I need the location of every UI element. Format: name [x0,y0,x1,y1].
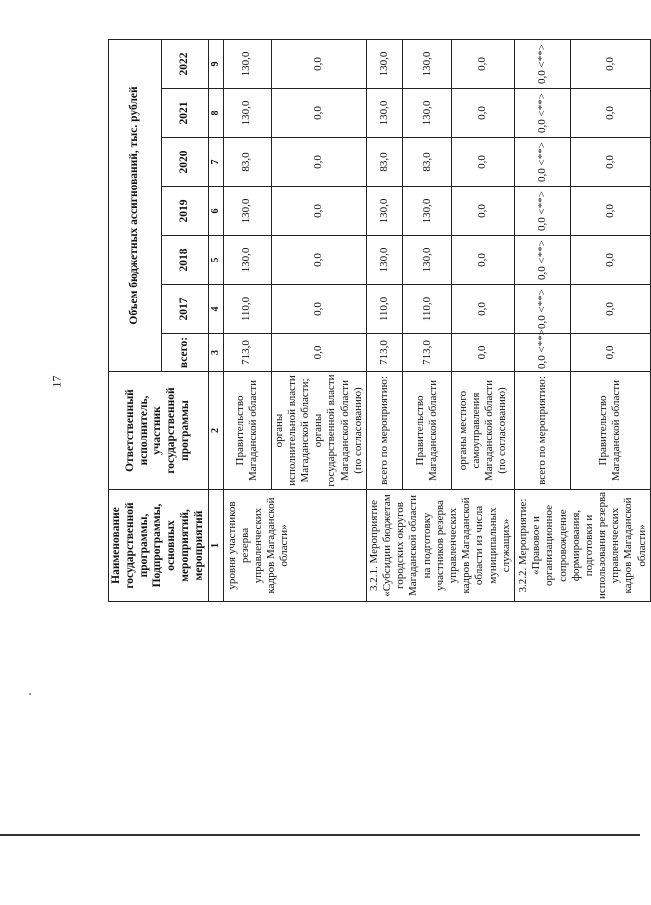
measure-name: 3.2.2. Мероприятие: «Правовое и организационное сопровождение формирования, подготовки и использования резерва управленческих кадров Магаданской области» [514,490,650,602]
value-total: 0,0 [271,334,366,372]
value-2021: 0,0 [271,89,366,138]
value-total: 0,0 [452,334,515,372]
value-2019: 0,0 [271,187,366,236]
budget-table [108,39,651,602]
value-2019: 130,0 [223,187,271,236]
index-cell: 4 [208,285,223,334]
value-total: 0,0 [570,334,650,372]
value-2017: 0,0 [570,285,650,334]
index-cell: 2 [208,372,223,490]
value-total: 713,0 [366,334,403,372]
measure-name: уровня участников резерва управленческих кадров Магаданской области» [223,490,366,602]
value-2018: 130,0 [403,236,452,285]
header-name: Наименование государственной программы, Подпрограммы, основных мероприятий, мероприятий [109,490,209,602]
value-2022: 130,0 [403,40,452,89]
value-2018: 0,0 [570,236,650,285]
executor-cell: всего по мероприятию: [366,372,403,490]
scan-speck [29,693,31,695]
value-2022: 0,0 [452,40,515,89]
header-budget: Объем бюджетных ассигнований, тыс. рублей [109,40,162,372]
value-2019: 130,0 [366,187,403,236]
index-cell: 7 [208,138,223,187]
value-2021: 130,0 [223,89,271,138]
value-2017: 0,0 [452,285,515,334]
value-2020: 0,0 [271,138,366,187]
index-cell: 3 [208,334,223,372]
header-year-2020: 2020 [162,138,208,187]
value-2017: 110,0 [223,285,271,334]
measure-name: 3.2.1. Мероприятие «Субсидии бюджетам городских округов Магаданской области на подготовку участников резерва управленческих кадров Магаданской области из числа муниципальных служащих» [366,490,514,602]
executor-cell: органы местного самоуправления Магаданской области (по согласованию) [452,372,515,490]
table-row [366,40,403,602]
index-cell: 9 [208,40,223,89]
value-2020: 0,0 <**> [514,138,570,187]
value-2021: 0,0 <**> [514,89,570,138]
value-2019: 0,0 [570,187,650,236]
executor-cell: Правительство Магаданской области [403,372,452,490]
value-2021: 0,0 [452,89,515,138]
value-2022: 130,0 [223,40,271,89]
index-cell: 8 [208,89,223,138]
index-cell: 1 [208,490,223,602]
header-executor: Ответственный исполнитель, участник государственной программы [109,372,209,490]
executor-cell: Правительство Магаданской области [223,372,271,490]
header-year-2017: 2017 [162,285,208,334]
value-2022: 130,0 [366,40,403,89]
value-2020: 0,0 [452,138,515,187]
value-total: 713,0 [223,334,271,372]
index-cell: 5 [208,236,223,285]
header-year-2019: 2019 [162,187,208,236]
value-2021: 130,0 [403,89,452,138]
header-year-2022: 2022 [162,40,208,89]
value-2022: 0,0 [271,40,366,89]
value-2017: 110,0 [366,285,403,334]
table-row [223,40,271,602]
value-2021: 130,0 [366,89,403,138]
value-2017: 0,0 [271,285,366,334]
value-2018: 0,0 [452,236,515,285]
value-2019: 0,0 [452,187,515,236]
value-total: 0,0 <**> [514,334,570,372]
executor-cell: всего по мероприятию: [514,372,570,490]
header-year-2018: 2018 [162,236,208,285]
value-2019: 0,0 <**> [514,187,570,236]
value-2017: 110,0 [403,285,452,334]
value-2018: 0,0 [271,236,366,285]
rotated-table-frame [108,40,648,602]
page-number: 17 [49,375,64,388]
value-2018: 130,0 [366,236,403,285]
value-2020: 83,0 [366,138,403,187]
value-2018: 0,0 <**> [514,236,570,285]
column-index-row [208,40,223,602]
header-year-2021: 2021 [162,89,208,138]
value-2020: 83,0 [403,138,452,187]
value-2020: 83,0 [223,138,271,187]
header-total: всего: [162,334,208,372]
executor-cell: органы исполнительной власти Магаданской области; органы государственной власти Магаданской области (по согласованию) [271,372,366,490]
scan-edge-line [0,834,640,836]
table-stage [108,40,648,602]
value-2020: 0,0 [570,138,650,187]
value-2017: 0,0 <**> [514,285,570,334]
index-cell: 6 [208,187,223,236]
value-2019: 130,0 [403,187,452,236]
value-total: 713,0 [403,334,452,372]
executor-cell: Правительство Магаданской области [570,372,650,490]
table-row [514,40,570,602]
value-2022: 0,0 <**> [514,40,570,89]
value-2018: 130,0 [223,236,271,285]
value-2022: 0,0 [570,40,650,89]
value-2021: 0,0 [570,89,650,138]
